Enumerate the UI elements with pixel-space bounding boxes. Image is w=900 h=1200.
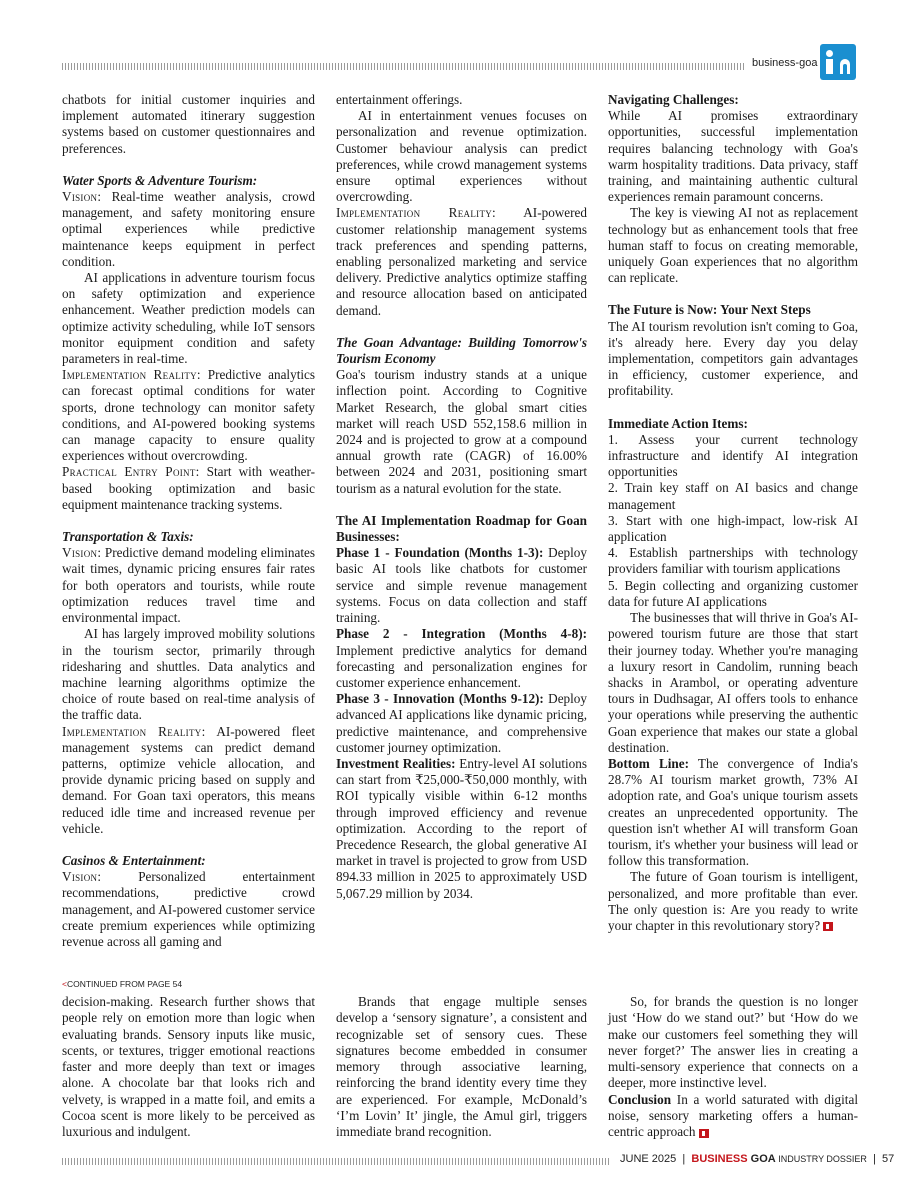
label-implementation: Implementation Reality: <box>62 723 206 739</box>
end-mark-icon <box>699 1129 709 1138</box>
label-entry-point: Practical Entry Point: <box>62 464 200 480</box>
list-item: 5. Begin collecting and organizing customer data for future AI applications <box>608 577 858 609</box>
section-tag: business-goa <box>752 57 818 69</box>
separator: | <box>873 1153 876 1165</box>
paragraph: Vision: Predictive demand modeling eliminates wait times, dynamic pricing ensures fair rates for both operators and tourists, while route optimization reduces travel time and environmental impact. <box>62 545 315 626</box>
paragraph: Investment Realities: Entry-level AI solutions can start from ₹25,000-₹50,000 monthly, with ROI typically visible within 6-12 months through improved efficiency and revenue optimization. According to the report of Precedence Research, the global generative AI market in travel is projected to grow from USD 894.33 million in 2025 to approximately USD 5,067.29 million by 2034. <box>336 755 587 901</box>
subheading-challenges: Navigating Challenges: <box>608 92 739 107</box>
column-3 <box>608 92 858 934</box>
paragraph: Phase 1 - Foundation (Months 1-3): Deploy basic AI tools like chatbots for customer service and simple revenue management systems. Focus on data collection and staff training. <box>336 545 587 626</box>
subheading-casinos: Casinos & Entertainment: <box>62 852 206 868</box>
list-item: 4. Establish partnerships with technology providers familiar with tourism applications <box>608 545 858 577</box>
paragraph: The AI tourism revolution isn't coming to Goa, it's already here. Every day you delay implementation, competitors gain advantages in efficiency, customer experience, and profitability. <box>608 318 858 399</box>
paragraph: The key is viewing AI not as replacement technology but as enhancement tools that free human staff to focus on creating memorable, uniquely Goan experiences that no algorithm can replicate. <box>608 205 858 286</box>
label-vision: Vision: <box>62 869 102 885</box>
page-footer <box>620 1153 894 1165</box>
label-phase-2: Phase 2 - Integration (Months 4-8): <box>336 626 587 642</box>
paragraph: AI in entertainment venues focuses on personalization and revenue optimization. Customer behaviour analysis can predict preferences, while crowd management systems ensure optimal experiences without overcrowding. <box>336 108 587 205</box>
paragraph: Bottom Line: The convergence of India's 28.7% AI tourism market growth, 73% AI adoption rate, and Goa's unique tourism assets creates an unprecedented opportunity. The question isn't whether AI will transform Goan tourism, it's whether your business will lead or follow this transformation. <box>608 755 858 869</box>
paragraph: Implementation Reality: AI-powered fleet management systems can predict demand patterns, optimize vehicle allocation, and provide dynamic pricing based on supply and demand. For Goan taxi operators, this means reduced idle time and increased revenue per vehicle. <box>62 723 315 836</box>
continued-column-2 <box>336 994 587 1141</box>
list-item: 3. Start with one high-impact, low-risk AI application <box>608 512 858 545</box>
footer-rule <box>62 1158 610 1165</box>
brand-goa: GOA <box>747 1153 776 1165</box>
dossier-label: INDUSTRY DOSSIER <box>775 1154 867 1164</box>
linkedin-icon <box>820 44 856 80</box>
paragraph: Vision: Personalized entertainment recommendations, predictive crowd management, and AI-powered customer service create premium experiences while optimizing revenue across all gaming and <box>62 869 315 949</box>
continued-label: <CONTINUED FROM PAGE 54 <box>62 979 183 989</box>
paragraph: entertainment offerings. <box>336 92 463 107</box>
brand-name: BUSINESS <box>691 1153 748 1165</box>
paragraph: Implementation Reality: Predictive analytics can forecast optimal conditions for water sports, drone technology can monitor safety conditions, and AI-powered booking systems can manage capacity to ensure quality experiences without overcrowding. <box>62 367 316 464</box>
label-vision: Vision: <box>62 189 102 205</box>
subheading-future: The Future is Now: Your Next Steps <box>608 302 811 318</box>
subheading-action-items: Immediate Action Items: <box>608 415 748 431</box>
paragraph: Goa's tourism industry stands at a unique inflection point. According to Cognitive Market Research, the global smart cities market will reach USD 552,158.6 million in 2024 and is projected to grow at a compound annual growth rate (CAGR) of 16.00% between 2024 and 2031, positioning smart tourism as a natural evolution for the state. <box>336 367 587 496</box>
label-phase-1: Phase 1 - Foundation (Months 1-3): <box>336 545 544 561</box>
paragraph: Conclusion In a world saturated with digital noise, sensory marketing offers a human-centric approach <box>608 1091 858 1140</box>
continued-column-1 <box>62 994 315 1141</box>
subheading-water-sports: Water Sports & Adventure Tourism: <box>62 172 258 188</box>
paragraph: AI has largely improved mobility solutions in the tourism sector, primarily through ridesharing and shuttles. Data analytics and machine learning algorithms optimize the choice of route based on real-time analysis of the traffic data. <box>62 626 315 723</box>
paragraph: Implementation Reality: AI-powered customer relationship management systems track preferences and spending patterns, enabling personalized marketing and service delivery. Predictive analytics optimize staffing and resource allocation based on anticipated demand. <box>336 205 587 318</box>
page-number: 57 <box>882 1153 895 1165</box>
subheading-goan-advantage: The Goan Advantage: Building Tomorrow's Tourism Economy <box>336 334 587 367</box>
label-bottom-line: Bottom Line: <box>608 755 689 771</box>
paragraph: chatbots for initial customer inquiries and implement automated itinerary suggestion systems based on customer questionnaires and preferences. <box>62 92 315 156</box>
paragraph: Vision: Real-time weather analysis, crowd management, and safety monitoring ensure optimal experiences while predictive maintenance keeps equipment in perfect condition. <box>62 189 315 269</box>
paragraph: The businesses that will thrive in Goa's AI-powered tourism future are those that start their journey today. Whether you're managing a luxury resort in Candolim, running beach shacks in Arambol, or operating adventure tours in Dudhsagar, AI offers tools to enhance your operations while preserving the authentic Goan experience that makes our state a global destination. <box>608 610 858 755</box>
list-item: 1. Assess your current technology infrastructure and identify AI integration opportunities <box>608 431 858 480</box>
label-implementation: Implementation Reality: <box>62 367 201 383</box>
label-vision: Vision: <box>62 545 102 561</box>
arrow-left-icon: < <box>62 979 67 989</box>
label-conclusion: Conclusion <box>608 1091 672 1107</box>
paragraph: So, for brands the question is no longer just ‘How do we stand out?’ but ‘How do we make our customers feel something they will never forget?’ The answer lies in creating a multi-sensory experience that connects on a deeper, more instinctive level. <box>608 994 858 1091</box>
issue-date: JUNE 2025 <box>620 1153 677 1165</box>
paragraph: The future of Goan tourism is intelligent, personalized, and more profitable than ever. The only question is: Are you ready to write your chapter in this revolutionary story? <box>608 869 858 933</box>
column-2 <box>336 92 587 902</box>
paragraph: AI applications in adventure tourism focus on safety optimization and experience enhancement. Weather prediction models can optimize activity scheduling, while IoT sensors monitor equipment condition and safety parameters in real-time. <box>62 270 315 367</box>
paragraph: Practical Entry Point: Start with weather-based booking optimization and basic equipment maintenance tracking systems. <box>62 464 315 512</box>
list-item: 2. Train key staff on AI basics and change management <box>608 480 858 512</box>
paragraph: Phase 2 - Integration (Months 4-8): Implement predictive analytics for demand forecasting and personalization engines for customer experience enhancement. <box>336 626 587 690</box>
paragraph: decision-making. Research further shows that people rely on emotion more than logic when evaluating brands. Sensory inputs like music, scents, or textures, trigger emotional reactions faster and more deeply than text or images alone. A chocolate bar that looks rich and velvety, is wrapped in a matte foil, and emits a Cocoa scent is more likely to be perceived as luxurious and indulgent. <box>62 994 315 1140</box>
label-investment: Investment Realities: <box>336 755 456 771</box>
continued-column-3 <box>608 994 858 1141</box>
column-1 <box>62 92 315 950</box>
label-implementation: Implementation Reality: <box>336 205 497 221</box>
label-phase-3: Phase 3 - Innovation (Months 9-12): <box>336 691 544 707</box>
separator: | <box>682 1153 686 1165</box>
paragraph: Phase 3 - Innovation (Months 9-12): Deploy advanced AI applications like dynamic pricing, predictive maintenance, and comprehensive customer journey optimization. <box>336 691 587 755</box>
subheading-roadmap: The AI Implementation Roadmap for Goan Businesses: <box>336 512 587 545</box>
header-rule <box>62 63 744 70</box>
end-mark-icon <box>823 922 833 931</box>
paragraph: While AI promises extraordinary opportunities, successful implementation requires balancing technology with Goa's warm hospitality traditions. Data privacy, staff training, and maintaining authentic cultural experiences remain paramount concerns. <box>608 108 858 205</box>
paragraph: Brands that engage multiple senses develop a ‘sensory signature’, a consistent and recognizable set of sensory cues. These signatures become embedded in consumer memory through associative learning, reinforcing the brand identity every time they are experienced. For example, McDonald’s ‘I’m Lovin’ It’ jingle, the Amul girl, triggers immediate brand recognition. <box>336 994 587 1140</box>
subheading-transportation: Transportation & Taxis: <box>62 529 194 545</box>
